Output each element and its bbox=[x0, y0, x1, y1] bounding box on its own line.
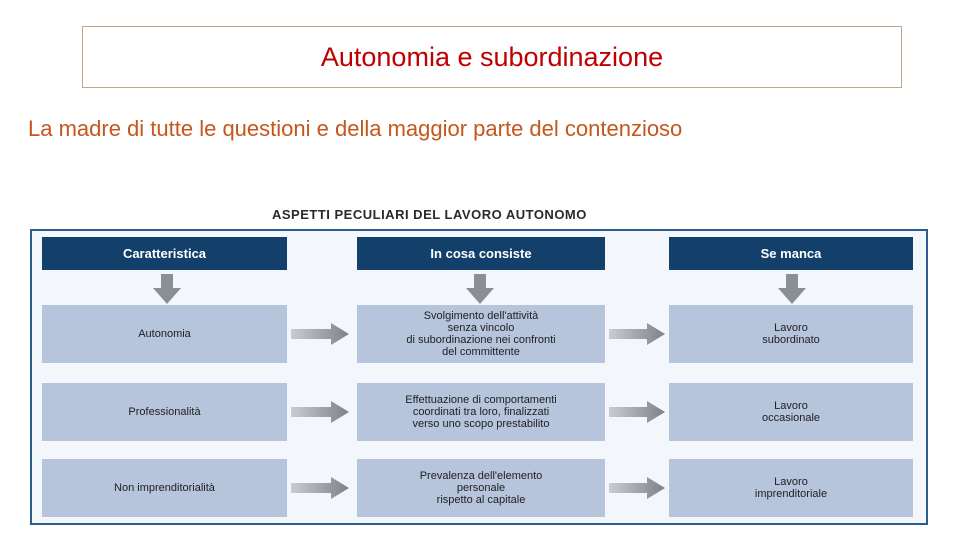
header-in-cosa-consiste: In cosa consiste bbox=[357, 237, 605, 270]
figure-title: ASPETTI PECULIARI DEL LAVORO AUTONOMO bbox=[272, 207, 587, 222]
cell-consiste-non-imprenditorialita bbox=[357, 459, 605, 517]
cell-label: Lavoro occasionale bbox=[761, 400, 821, 424]
cell-label: Autonomia bbox=[138, 328, 191, 340]
cell-label: Non imprenditorialità bbox=[114, 482, 215, 494]
cell-label: Svolgimento dell'attività senza vincolo di subordinazione nei confronti del committente bbox=[406, 310, 556, 358]
cell-label: Professionalità bbox=[128, 406, 201, 418]
cell-label: Lavoro imprenditoriale bbox=[754, 476, 828, 500]
header-se-manca: Se manca bbox=[669, 237, 913, 270]
slide-title: Autonomia e subordinazione bbox=[320, 41, 664, 72]
cell-label: Effettuazione di comportamenti coordinati tra loro, finalizzati verso uno scopo prestabilito bbox=[405, 394, 557, 430]
cell-consiste-autonomia bbox=[357, 305, 605, 363]
cell-caratteristica-non-imprenditorialita bbox=[42, 459, 287, 517]
header-caratteristica: Caratteristica bbox=[42, 237, 287, 270]
cell-label: Lavoro subordinato bbox=[762, 322, 820, 346]
cell-label: Prevalenza dell'elemento personale rispetto al capitale bbox=[419, 470, 543, 506]
cell-se-manca-non-imprenditorialita bbox=[669, 459, 913, 517]
cell-se-manca-autonomia bbox=[669, 305, 913, 363]
slide-subtitle: La madre di tutte le questioni e della maggior parte del contenzioso bbox=[28, 116, 683, 141]
cell-consiste-professionalita bbox=[357, 383, 605, 441]
cell-caratteristica-autonomia bbox=[42, 305, 287, 363]
cell-caratteristica-professionalita bbox=[42, 383, 287, 441]
title-box bbox=[82, 26, 902, 88]
cell-se-manca-professionalita bbox=[669, 383, 913, 441]
